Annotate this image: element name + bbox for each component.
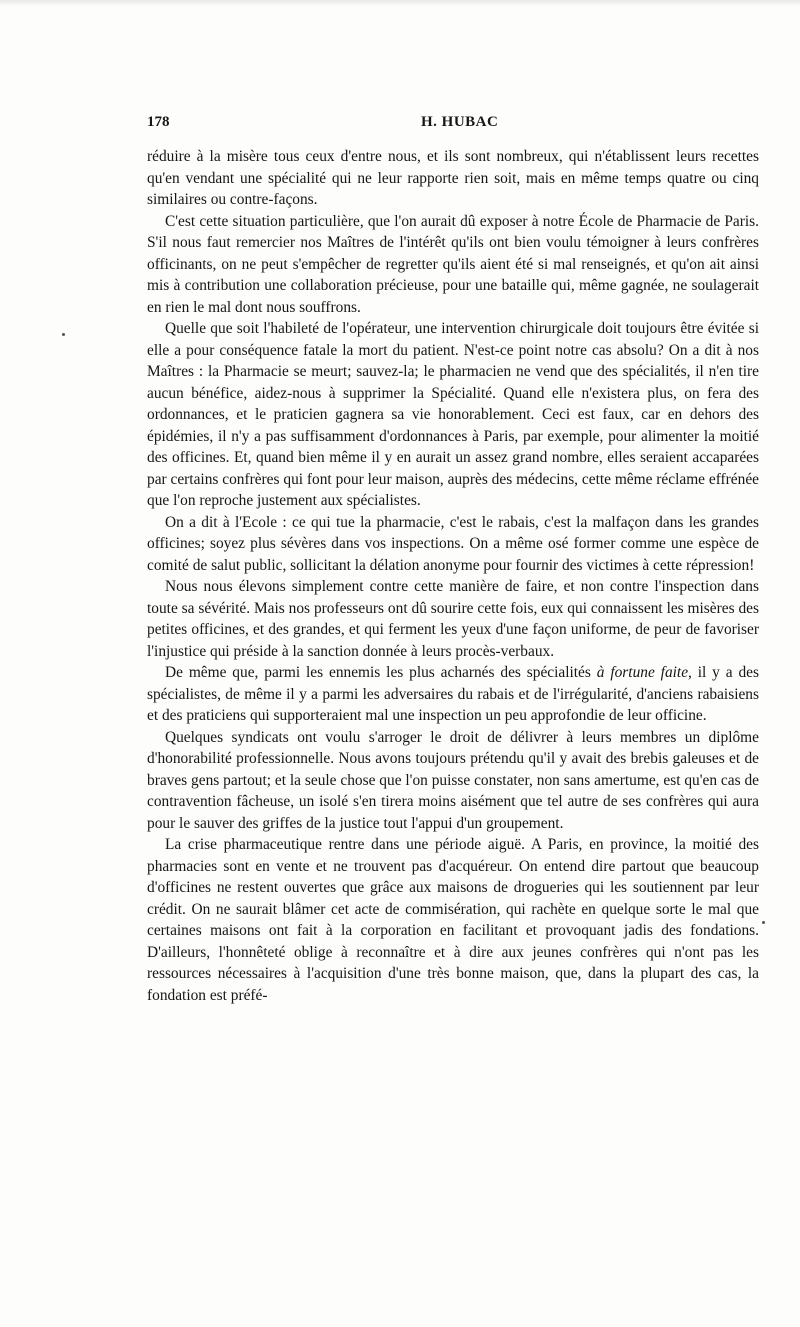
body-text: [147, 146, 759, 1006]
paragraph: [147, 662, 759, 727]
page-header: [147, 114, 759, 136]
italic-phrase: à fortune faite: [596, 664, 689, 681]
paragraph: Nous nous élevons simplement contre cette manière de faire, et non contre l'inspection dans toute sa sévérité. Mais nos professeurs ont dû sourire cette fois, eux qui connaissent les misères des petites officines, et des grandes, et qui ferment les yeux d'une façon uniforme, de peur de favoriser l'injustice qui préside à la sanction donnée à leurs procès-verbaux.: [147, 578, 759, 660]
paragraph: réduire à la misère tous ceux d'entre nous, et ils sont nombreux, qui n'établissent leurs recettes qu'en vendant une spécialité qui ne leur rapporte rien soit, mais en même temps quatre ou cinq similaires ou contre-façons.: [147, 148, 759, 208]
paragraph: Quelques syndicats ont voulu s'arroger le droit de délivrer à leurs membres un diplôme d'honorabilité professionnelle. Nous avons toujours prétendu qu'il y avait des brebis galeuses et de braves gens partout; et la seule chose que l'on puisse constater, non sans amertume, est qu'en cas de contravention fâcheuse, un isolé s'en tirera moins aisément que tel autre de ses confrères qui aura pour le sauver des griffes de la justice tout l'appui d'un groupement.: [147, 728, 759, 832]
paragraph-text: , il y a des spécialistes, de même il y a parmi les adversaires du rabais et de l'irrégularité, d'anciens rabaisiens et des praticiens qui supporteraient mal une inspection un peu approfondie de leur officine.: [147, 664, 759, 724]
ink-speck: [62, 333, 65, 336]
paragraph-text: De même que, parmi les ennemis les plus acharnés des spécialités: [165, 664, 597, 681]
ink-speck: [762, 921, 765, 924]
page-number: 178: [147, 114, 170, 130]
paragraph: Quelle que soit l'habileté de l'opérateur, une intervention chirurgicale doit toujours être évitée si elle a pour conséquence fatale la mort du patient. N'est-ce point notre cas absolu? On a dit à nos Maîtres : la Pharmacie se meurt; sauvez-la; le pharmacien ne vend que des spécialités, il n'en tire aucun bénéfice, aidez-nous à supprimer la Spécialité. Quand elle n'existera plus, on fera des ordonnances, et le praticien gagnera sa vie honorablement. Ceci est faux, car en dehors des épidémies, il n'y a pas suffisamment d'ordonnances à Paris, par exemple, pour alimenter la moitié des officines. Et, quand bien même il y en aurait un assez grand nombre, elles seraient accaparées par certains confrères qui font pour leur maison, auprès des médecins, cette même réclame effrénée que l'on reproche justement aux spécialistes.: [147, 320, 759, 509]
paragraph: La crise pharmaceutique rentre dans une période aiguë. A Paris, en province, la moitié des pharmacies sont en vente et ne trouvent pas d'acquéreur. On entend dire partout que beaucoup d'officines ne restent ouvertes que grâce aux maisons de drogueries qui les soutiennent par leur crédit. On ne saurait blâmer cet acte de commisération, qui rachète en quelque sorte le mal que certaines maisons ont fait à la corporation en facilitant et provoquant jadis des fondations. D'ailleurs, l'honnêteté oblige à reconnaître et à dire aux jeunes confrères qui n'ont pas les ressources nécessaires à l'acquisition d'une très bonne maison, que, dans la plupart des cas, la fondation est préfé-: [147, 836, 759, 1004]
paragraph: C'est cette situation particulière, que l'on aurait dû exposer à notre École de Pharmacie de Paris. S'il nous faut remercier nos Maîtres de l'intérêt qu'ils ont bien voulu témoigner à leurs confrères officinants, on ne peut s'empêcher de regretter qu'ils aient été si mal renseignés, et qu'on ait ainsi mis à contribution une collaboration précieuse, pour une bataille qui, même gagnée, ne soulagerait en rien le mal dont nous souffrons.: [147, 212, 759, 316]
scan-edge: [0, 0, 800, 6]
paragraph: On a dit à l'Ecole : ce qui tue la pharmacie, c'est le rabais, c'est la malfaçon dans les grandes officines; soyez plus sévères dans vos inspections. On a même osé former comme une espèce de comité de salut public, sollicitant la délation anonyme pour fournir des victimes à cette répression!: [147, 513, 759, 574]
running-head: H. HUBAC: [421, 114, 499, 130]
